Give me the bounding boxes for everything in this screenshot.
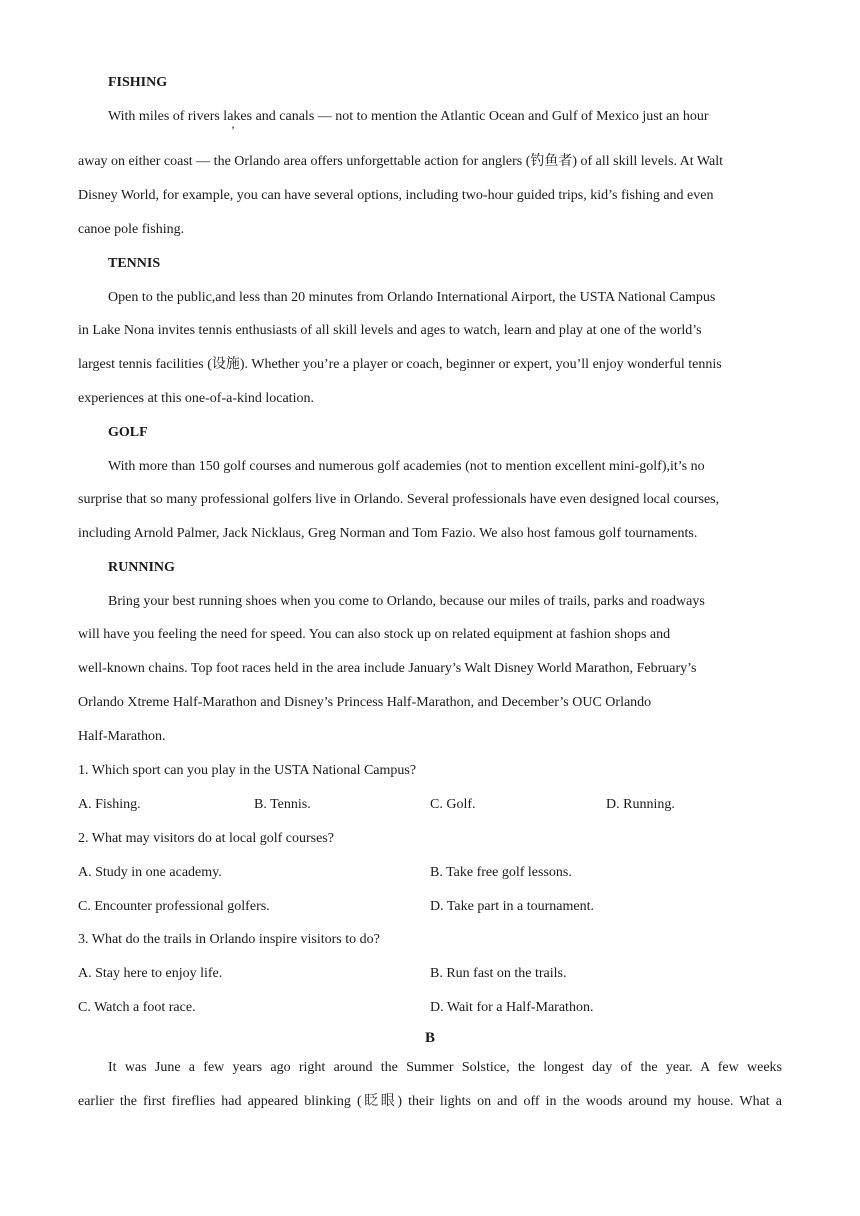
section-b-heading: B bbox=[424, 1030, 435, 1046]
running-line-3: well-known chains. Top foot races held in the area include January’s Walt Disney World Marathon, February’s bbox=[78, 661, 697, 676]
fishing-line-4: canoe pole fishing. bbox=[78, 222, 185, 237]
fishing-heading: FISHING bbox=[108, 75, 168, 90]
question-2-stem: 2. What may visitors do at local golf courses? bbox=[78, 831, 334, 846]
running-line-4: Orlando Xtreme Half-Marathon and Disney’s Princess Half-Marathon, and December’s OUC Orlando bbox=[78, 695, 652, 710]
tennis-line-2: in Lake Nona invites tennis enthusiasts of all skill levels and ages to watch, learn and play at one of the world’s bbox=[78, 323, 702, 338]
tennis-heading: TENNIS bbox=[108, 256, 161, 271]
question-1-option-c: C. Golf. bbox=[430, 797, 476, 812]
question-3-stem: 3. What do the trails in Orlando inspire visitors to do? bbox=[78, 932, 380, 947]
question-1-option-a: A. Fishing. bbox=[78, 797, 141, 812]
fishing-line-3: Disney World, for example, you can have several options, including two-hour guided trips, kid’s fishing and even bbox=[78, 188, 714, 203]
question-1-option-d: D. Running. bbox=[606, 797, 675, 812]
question-2-option-b: B. Take free golf lessons. bbox=[430, 865, 572, 880]
section-b-line-1: It was June a few years ago right around the Summer Solstice, the longest day of the year. A few weeks bbox=[108, 1060, 782, 1075]
tennis-line-3: largest tennis facilities (设施). Whether you’re a player or coach, beginner or expert, you’ll enjoy wonderful tennis bbox=[78, 357, 722, 372]
running-line-2: will have you feeling the need for speed. You can also stock up on related equipment at fashion shops and bbox=[78, 627, 671, 642]
question-2-option-a: A. Study in one academy. bbox=[78, 865, 222, 880]
question-2-option-c: C. Encounter professional golfers. bbox=[78, 899, 270, 914]
fishing-line-1: With miles of rivers lakes and canals — not to mention the Atlantic Ocean and Gulf of Mexico just an hour bbox=[108, 109, 709, 124]
question-1-stem: 1. Which sport can you play in the USTA National Campus? bbox=[78, 763, 417, 778]
golf-line-2: surprise that so many professional golfers live in Orlando. Several professionals have even designed local courses, bbox=[78, 492, 720, 507]
running-line-5: Half-Marathon. bbox=[78, 729, 166, 744]
tennis-line-1: Open to the public,and less than 20 minutes from Orlando International Airport, the USTA National Campus bbox=[108, 290, 716, 305]
question-3-option-a: A. Stay here to enjoy life. bbox=[78, 966, 223, 981]
running-line-1: Bring your best running shoes when you come to Orlando, because our miles of trails, parks and roadways bbox=[108, 594, 705, 609]
question-1-option-b: B. Tennis. bbox=[254, 797, 311, 812]
question-2-option-d: D. Take part in a tournament. bbox=[430, 899, 594, 914]
stray-comma-mark: ’ bbox=[231, 123, 235, 137]
question-3-option-b: B. Run fast on the trails. bbox=[430, 966, 567, 981]
golf-heading: GOLF bbox=[108, 425, 148, 440]
golf-line-3: including Arnold Palmer, Jack Nicklaus, Greg Norman and Tom Fazio. We also host famous golf tournaments. bbox=[78, 526, 698, 541]
question-3-option-c: C. Watch a foot race. bbox=[78, 1000, 196, 1015]
question-3-option-d: D. Wait for a Half-Marathon. bbox=[430, 1000, 594, 1015]
tennis-line-4: experiences at this one-of-a-kind location. bbox=[78, 391, 314, 406]
golf-line-1: With more than 150 golf courses and numerous golf academies (not to mention excellent mini-golf),it’s no bbox=[108, 459, 705, 474]
section-b-line-2: earlier the first fireflies had appeared blinking (眨眼) their lights on and off in the woods around my house. What a bbox=[78, 1094, 782, 1109]
running-heading: RUNNING bbox=[108, 560, 175, 575]
fishing-line-2: away on either coast — the Orlando area offers unforgettable action for anglers (钓鱼者) of all skill levels. At Walt bbox=[78, 154, 724, 169]
